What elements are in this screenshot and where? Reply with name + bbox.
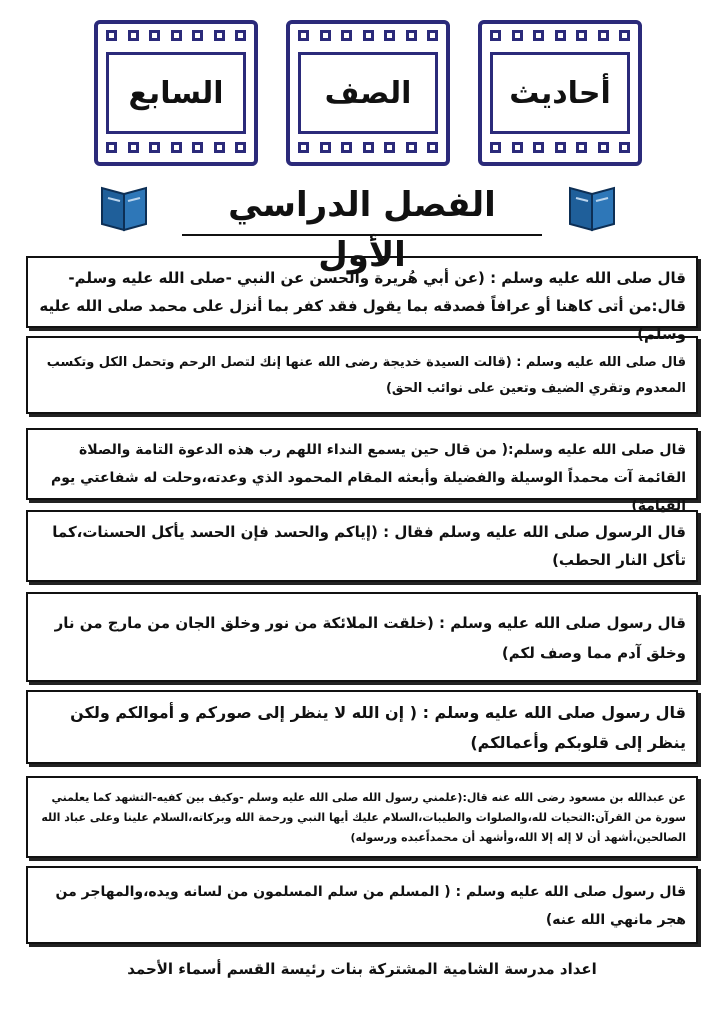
hadith-box-1 bbox=[26, 256, 698, 343]
hadith-text: قال رسول صلى الله عليه وسلم : (خلقت الملائكة من نور وخلق الجان من مارج من نار وخلق آدم مما وصف لكم) bbox=[54, 614, 686, 662]
film-frame-seventh bbox=[94, 20, 258, 166]
hadith-box-3 bbox=[26, 428, 698, 514]
hadith-text: قال صلى الله عليه وسلم : (قالت السيدة خديجة رضى الله عنها إنك لتصل الرحم وتحمل الكل وتكسب المعدوم وتقري الضيف وتعين على نوائب الحق) bbox=[46, 355, 686, 396]
semester-heading: الفصل الدراسي الأول bbox=[182, 180, 542, 236]
hadith-text: قال رسول صلى الله عليه وسلم : ( إن الله لا ينظر إلى صوركم و أموالكم ولكن ينظر إلى قلوبكم وأعمالكم) bbox=[70, 703, 686, 752]
hadith-box-4 bbox=[26, 510, 698, 582]
film-holes-bottom bbox=[298, 142, 438, 156]
hadith-text: قال صلى الله عليه وسلم:( من قال حين يسمع النداء اللهم رب هذه الدعوة التامة والصلاة القائمة آت محمداً الوسيلة والفضيلة وأبعثه المقام المحمود الذي وعدته،وحلت له شفاعتي يوم القيامة) bbox=[50, 442, 686, 514]
film-frame-ahadith bbox=[478, 20, 642, 166]
hadith-box-2 bbox=[26, 336, 698, 414]
frame-title-grade: الصف bbox=[298, 52, 438, 134]
film-holes-bottom bbox=[106, 142, 246, 156]
hadith-text: عن عبدالله بن مسعود رضى الله عنه قال:(علمني رسول الله صلى الله عليه وسلم -وكيف بين كفيه-التشهد كما يعلمني سورة من القرآن:التحيات لله،والصلوات والطيبات،السلام عليك أيها النبي ورحمة الله وبركاته،السلام علينا وعلى عباد الله الصالحين،أشهد أن لا إله إلا الله،وأشهد أن محمداًعبده ورسوله) bbox=[41, 791, 686, 844]
hadith-text: قال صلى الله عليه وسلم : (عن أبي هُريرة والحسن عن النبي -صلى الله عليه وسلم- قال:من أتى كاهنا أو عرافاً فصدقه بما يقول فقد كفر بما أنزل على محمد صلى الله عليه وسلم) bbox=[39, 269, 686, 343]
hadith-box-6 bbox=[26, 690, 698, 764]
open-book-icon bbox=[98, 186, 150, 232]
hadith-text: قال الرسول صلى الله عليه وسلم فقال : (إياكم والحسد فإن الحسد يأكل الحسنات،كما تأكل النار الحطب) bbox=[52, 523, 686, 569]
hadith-box-5 bbox=[26, 592, 698, 682]
frame-title-seventh: السابع bbox=[106, 52, 246, 134]
hadith-text: قال رسول صلى الله عليه وسلم : ( المسلم من سلم المسلمون من لسانه ويده،والمهاجر من هجر مانهي الله عنه) bbox=[55, 884, 686, 928]
film-holes-top bbox=[106, 30, 246, 44]
hadith-box-7 bbox=[26, 776, 698, 858]
film-holes-bottom bbox=[490, 142, 630, 156]
film-frame-grade bbox=[286, 20, 450, 166]
film-holes-top bbox=[298, 30, 438, 44]
frame-title-ahadith: أحاديث bbox=[490, 52, 630, 134]
hadith-box-8 bbox=[26, 866, 698, 944]
open-book-icon bbox=[566, 186, 618, 232]
footer-credit: اعداد مدرسة الشامية المشتركة بنات رئيسة القسم أسماء الأحمد bbox=[127, 960, 597, 978]
film-holes-top bbox=[490, 30, 630, 44]
